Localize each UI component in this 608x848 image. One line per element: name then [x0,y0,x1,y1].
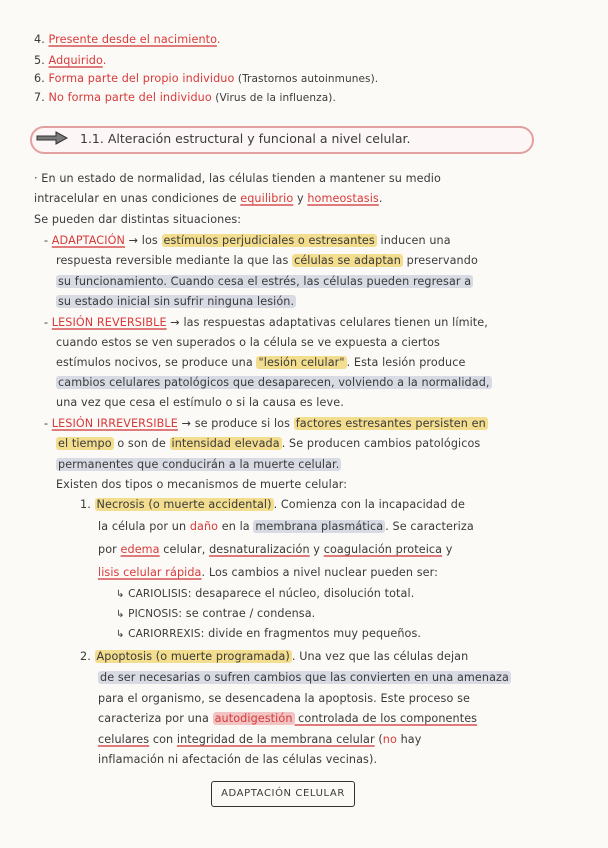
arrow-icon: ↳ [116,609,125,620]
list-item: ↳ PICNOSIS: se contrae / condensa. [116,607,316,620]
apoptosis-line: inflamación ni afectación de las células vecinas). [98,753,378,766]
list-item: 7. No forma parte del individuo (Virus de la influenza). [34,91,336,104]
arrow-icon: ↳ [116,589,125,600]
necrosis-line: por edema celular, desnaturalización y coagulación proteica y [98,543,453,556]
adaptacion-line: - ADAPTACIÓN → los estímulos perjudiciales o estresantes inducen una [44,234,451,247]
arrow-right-icon [36,130,68,146]
apoptosis-line: celulares con integridad de la membrana celular (no hay [98,733,422,746]
adaptacion-line: respuesta reversible mediante la que las células se adaptan preservando [56,254,478,267]
lesion-reversible-line: - LESIÓN REVERSIBLE → las respuestas adaptativas celulares tienen un límite, [44,316,488,329]
intro-line: Se pueden dar distintas situaciones: [34,213,242,226]
apoptosis-line: para el organismo, se desencadena la apoptosis. Este proceso se [98,692,470,705]
adaptacion-line: su estado inicial sin sufrir ninguna lesión. [58,295,295,308]
list-item: 5. Adquirido. [34,54,107,67]
list-item: ↳ CARIORREXIS: divide en fragmentos muy pequeños. [116,627,422,640]
intro-line: · En un estado de normalidad, las células tienden a mantener su medio [34,172,441,185]
lesion-irreversible-line: - LESIÓN IRREVERSIBLE → se produce si los factores estresantes persisten en [44,417,486,430]
necrosis-line: 1. Necrosis (o muerte accidental) . Comienza con la incapacidad de [80,498,465,511]
list-item: 4. Presente desde el nacimiento. [34,33,221,46]
list-item: 6. Forma parte del propio individuo (Trastornos autoinmunes). [34,72,379,85]
necrosis-line: lisis celular rápida. Los cambios a nivel nuclear pueden ser: [98,566,439,579]
footer-heading-box: ADAPTACIÓN CELULAR [211,781,355,807]
adaptacion-line: su funcionamiento. Cuando cesa el estrés, las células pueden regresar a [58,275,472,288]
apoptosis-line: 2. Apoptosis (o muerte programada) . Una vez que las células dejan [80,650,469,663]
lesion-irreversible-line: el tiempo o son de intensidad elevada . Se producen cambios patológicos [58,437,481,450]
apoptosis-line: caracteriza por una autodigestión controlada de los componentes [98,712,478,725]
list-item: ↳ CARIOLISIS: desaparece el núcleo, disolución total. [116,587,415,600]
lesion-reversible-line: cuando estos se ven superados o la célula se ve expuesta a ciertos [56,336,440,349]
intro-line: intracelular en unas condiciones de equilibrio y homeostasis. [34,192,383,205]
lesion-irreversible-line: Existen dos tipos o mecanismos de muerte celular: [56,478,348,491]
arrow-icon: ↳ [116,629,125,640]
lesion-irreversible-line: permanentes que conducirán a la muerte celular. [58,458,340,471]
lesion-reversible-line: cambios celulares patológicos que desaparecen, volviendo a la normalidad, [58,376,490,389]
lesion-reversible-line: estímulos nocivos, se produce una "lesión celular" . Esta lesión produce [56,356,466,369]
section-title: 1.1. Alteración estructural y funcional a nivel celular. [80,131,411,146]
apoptosis-line: de ser necesarias o sufren cambios que las convierten en una amenaza [100,671,509,684]
necrosis-line: la célula por un daño en la membrana plasmática . Se caracteriza [98,520,474,533]
lesion-reversible-line: una vez que cesa el estímulo o si la causa es leve. [56,396,344,409]
